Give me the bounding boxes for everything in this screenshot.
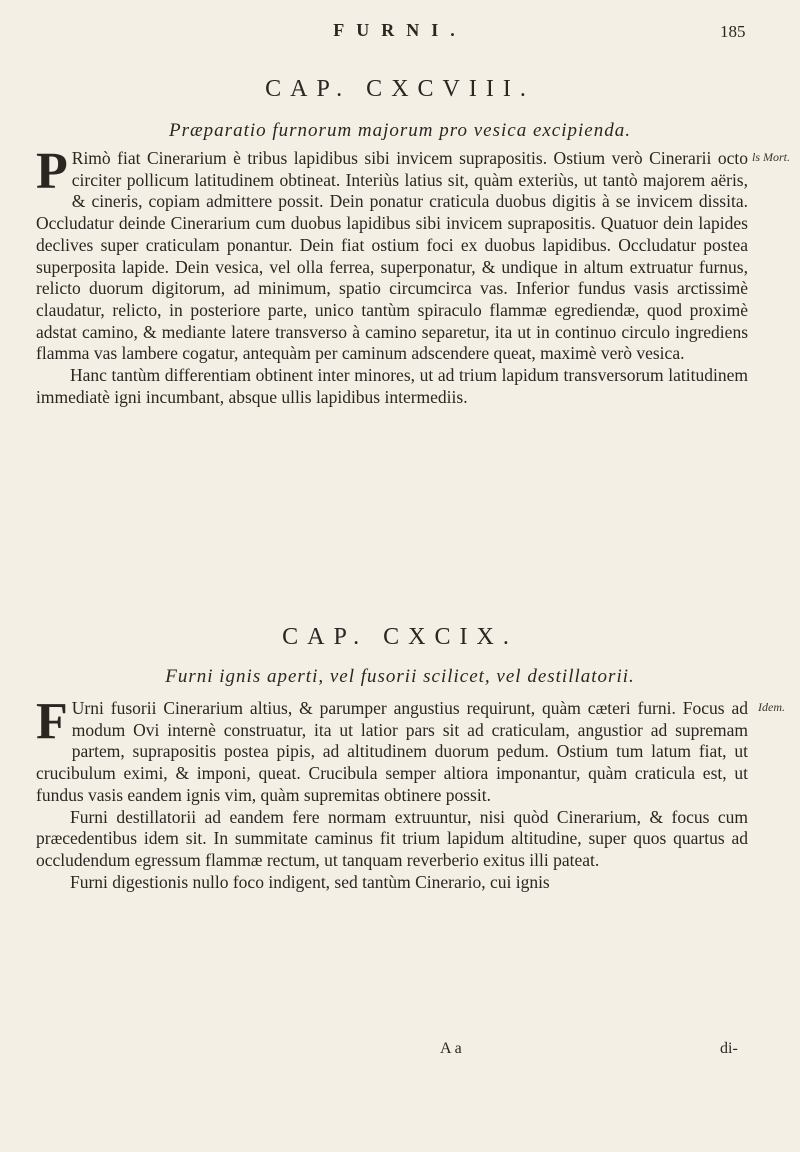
paragraph: Furni destillatorii ad eandem fere normam extruuntur, nisi quòd Cinerarium, & focus cum præcedentibus idem sit. In summitate caminus fit trium lapidum altitudine, super quos quartus ad occludendum egressum flammæ rectum, ut tanquam reverberio exitus illi pateat. xyxy=(36,806,748,870)
signature-mark: A a xyxy=(440,1040,462,1057)
chapter-title: Furni ignis aperti, vel fusorii scilicet, vel destillatorii. xyxy=(165,666,635,687)
chapter-body xyxy=(36,693,748,893)
paragraph: Hanc tantùm differentiam obtinent inter minores, ut ad trium lapidum transversorum latitudinem immediatè igni incumbant, absque ullis lapidibus intermediis. xyxy=(36,365,748,407)
paragraph: Furni digestionis nullo foco indigent, sed tantùm Cinerario, cui ignis xyxy=(70,871,550,892)
chapter-title: Præparatio furnorum majorum pro vesica excipienda. xyxy=(169,120,631,141)
chapter-heading: CAP. CXCIX. xyxy=(282,624,518,650)
margin-note: ls Mort. xyxy=(752,150,791,164)
chapter-heading: CAP. CXCVIII. xyxy=(265,76,535,102)
page-number: 185 xyxy=(720,22,746,41)
running-title: FURNI. xyxy=(333,20,467,40)
drop-cap: F xyxy=(36,693,68,750)
paragraph-text: Urni fusorii Cinerarium altius, & parumper angustius requirunt, quàm cæteri furni. Focus ad modum Ovi internè construatur, ita ut latior pars sit ad craticulam, angustior ad supremam partem, suprapositis postea pipis, ad altitudinem duorum pedum. Ostium tum latum fiat, ut crucibulum eximi, & imponi, queat. Crucibula semper altiora imponantur, quàm craticula est, ut fundus vasis eandem ignis vim, quàm supremitas obtinere possit. xyxy=(36,698,748,805)
paragraph xyxy=(36,143,748,365)
paragraph xyxy=(36,693,748,807)
margin-note: Idem. xyxy=(758,700,785,714)
catchword: di- xyxy=(720,1040,738,1057)
chapter-body xyxy=(36,143,748,408)
paragraph-text: Rimò fiat Cinerarium è tribus lapidibus sibi invicem suprapositis. Ostium verò Cinerarii octo circiter pollicum latitudinem obtineat. Interiùs latius sit, quàm exteriùs, ut tantò majorem aëris, & cineris, copiam admittere possit. Dein ponatur craticula duobus digitis à se invicem dissita. Occludatur deinde Cinerarium cum duobus lapidibus sibi invicem suprapositis. Quatuor dein lapides declives super craticulam ponantur. Dein fiat ostium foci ex duobus lapidibus. Occludatur postea superposita lapide. Dein vesica, vel olla ferrea, superponatur, & undique in altum extruatur furnus, relicto duorum digitorum, ad minimum, spatio circumcirca vas. Inferior fundus vasis arctissimè claudatur, relicto, in posteriore parte, unico tantùm spiraculo flammæ egrediendæ, quod proximè adstat camino, & mediante latere transverso à camino separetur, ita ut in continuo circulo ingrediens flamma vas lambere cogatur, antequàm per caminum adscendere queat, maximè verò vesica. xyxy=(36,148,748,364)
drop-cap: P xyxy=(36,143,68,200)
